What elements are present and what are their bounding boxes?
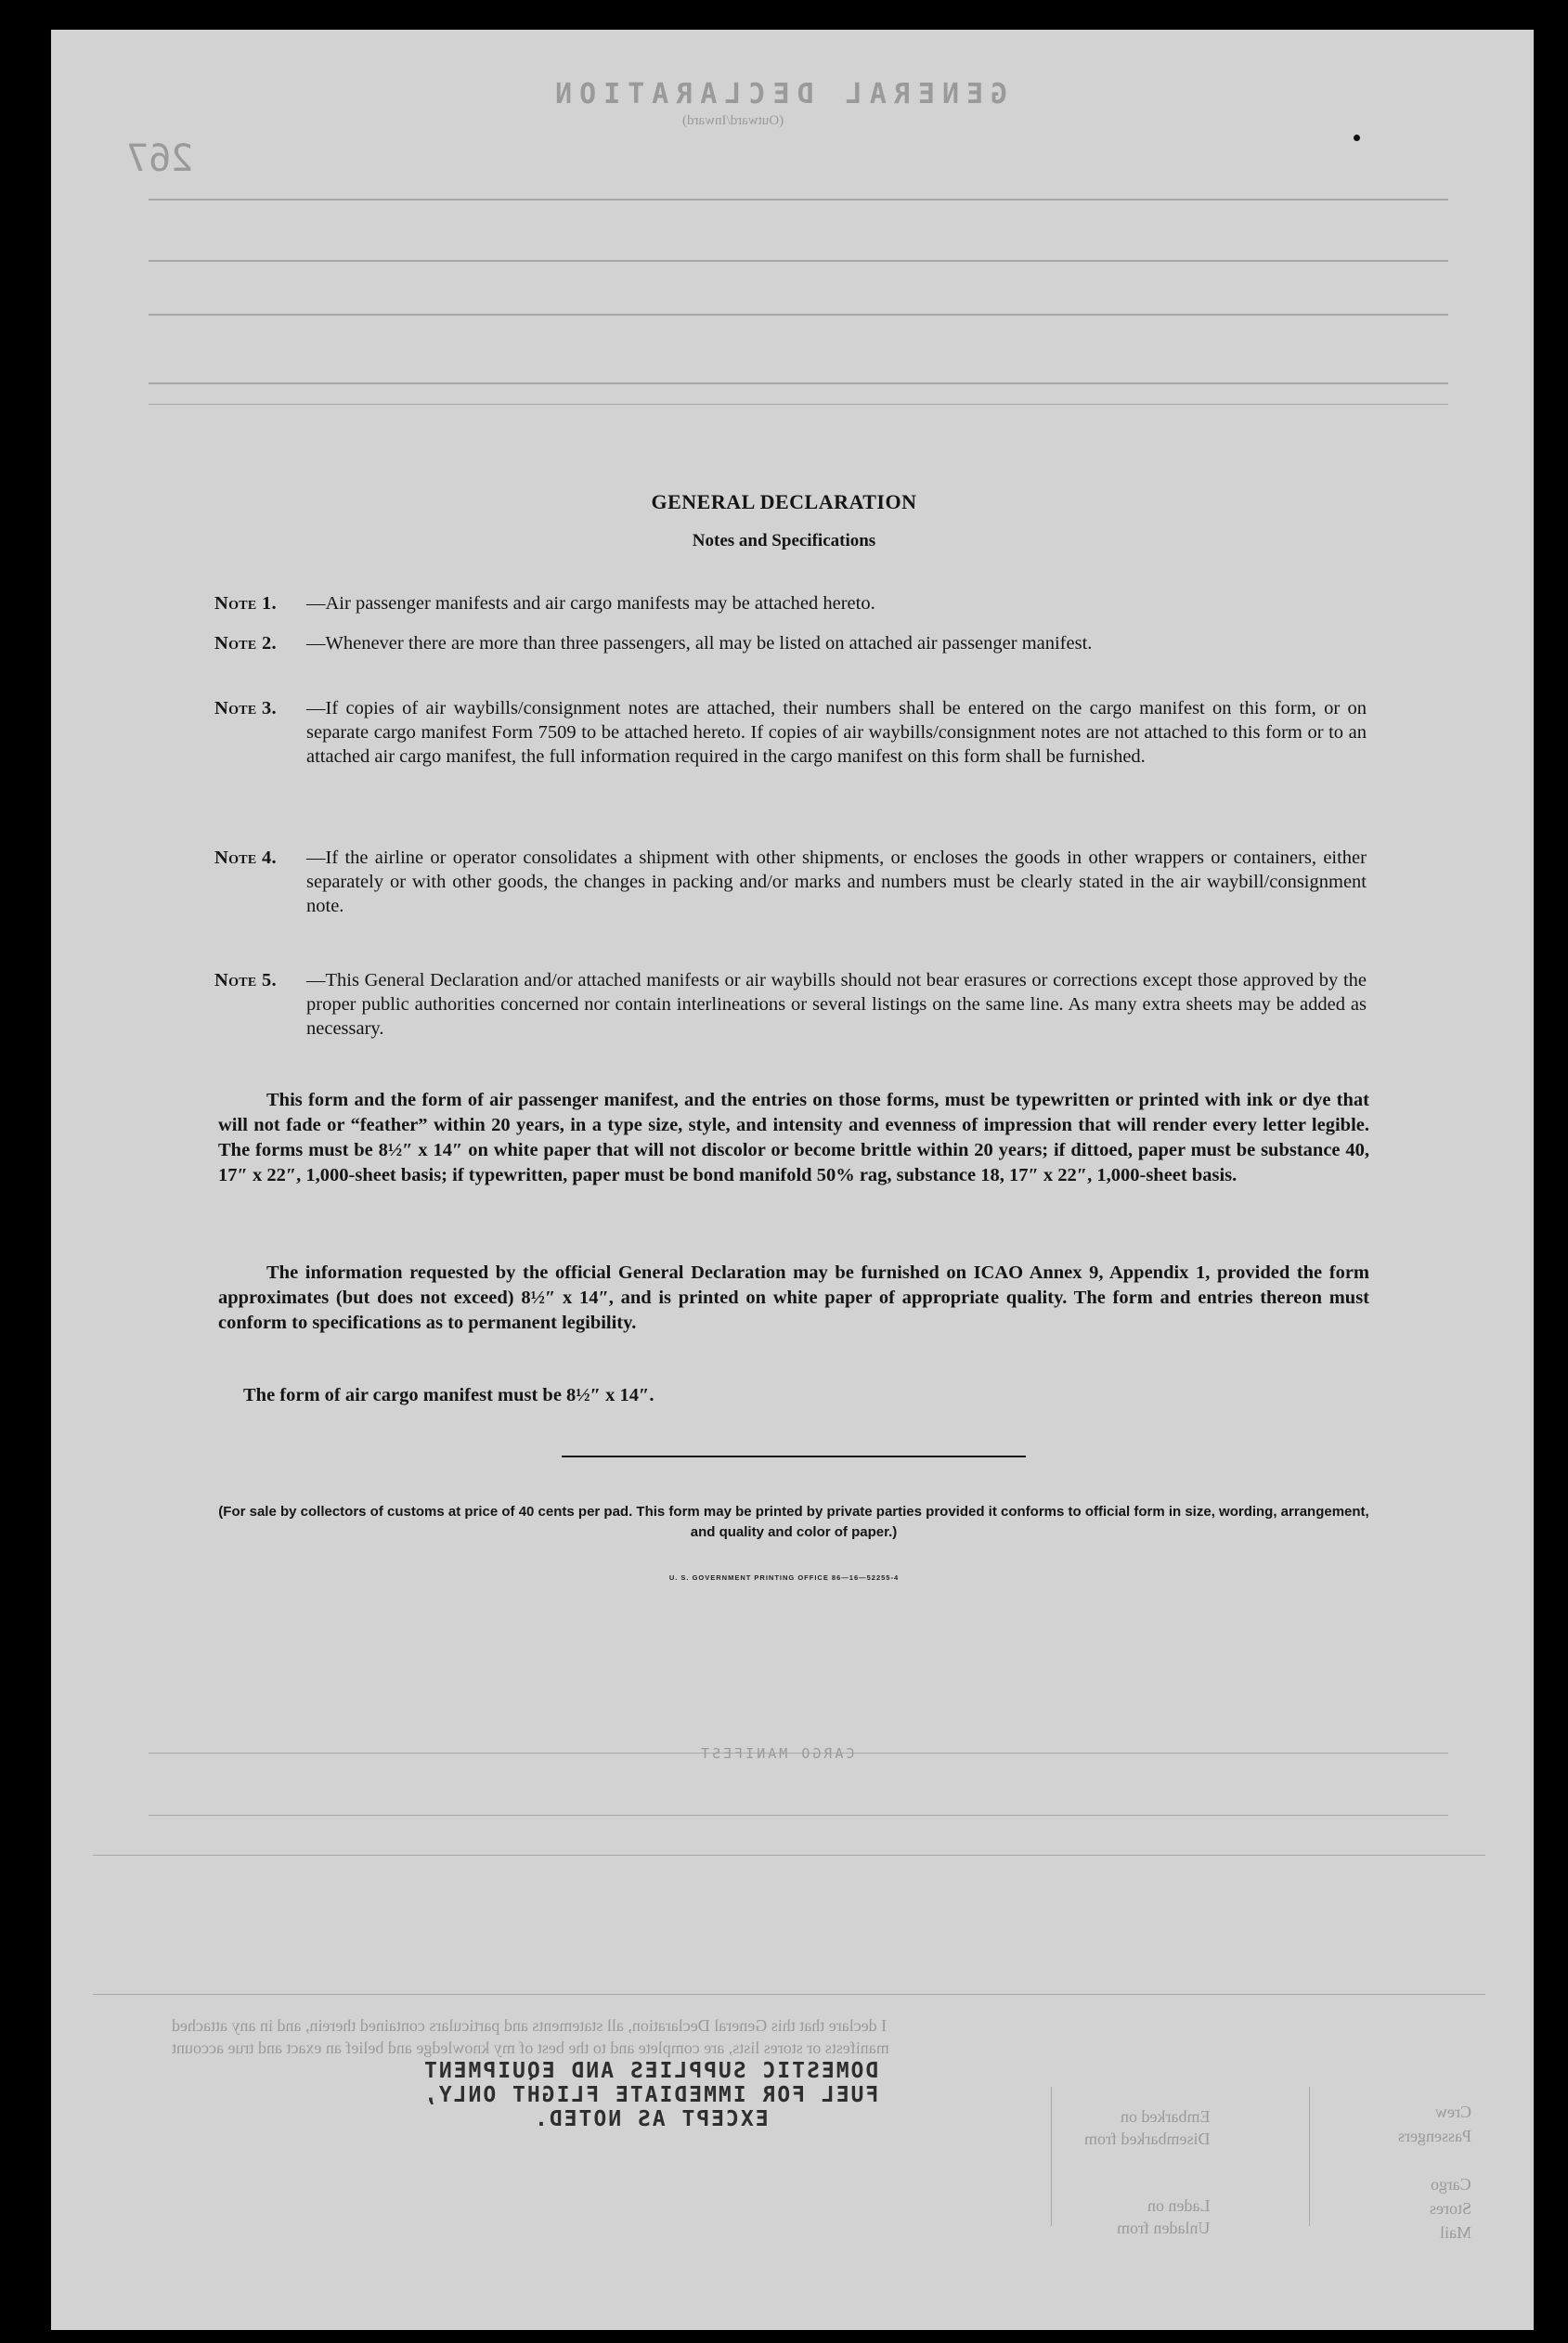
page-subtitle: Notes and Specifications	[692, 531, 876, 550]
reverse-rule	[149, 199, 1448, 201]
reverse-side-label: Crew Passengers Cargo Stores Mail	[1398, 2103, 1471, 2242]
note-text: —If copies of air waybills/consignment notes are attached, their numbers shall be entered on the cargo manifest on this form, or on separate cargo manifest Form 7509 to be attached hereto. If copies of air waybills/consignment notes are not attached to this form or to an attached air cargo manifest, the full information required in the cargo manifest on this form shall be furnished.	[306, 698, 1367, 767]
note-label: Note 5.	[214, 970, 277, 990]
reverse-declare-line: manifests or stores lists, are complete and to the best of my knowledge and belief an exact and true account	[172, 2039, 889, 2057]
note-label: Note 3.	[214, 698, 277, 718]
reverse-header-sub: (Outward/Inward)	[682, 113, 784, 128]
ink-dot	[1354, 135, 1360, 141]
reverse-cargo-manifest: CARGO MANIFEST	[698, 1745, 855, 1762]
form-paragraph: This form and the form of air passenger manifest, and the entries on those forms, must be typewritten or printed with ink or dye that will not fade or “feather” within 20 years, in a type size, style, and intensity and evenness of impression that will render every letter legible. The forms must be 8½″ x 14″ on white paper that will not discolor or become brittle within 20 years; if dittoed, paper must be substance 40, 17″ x 22″, 1,000-sheet basis; if typewritten, paper must be bond manifold 50% rag, substance 18, 17″ x 22″, 1,000-sheet basis.	[218, 1090, 1369, 1185]
divider-rule	[562, 1456, 1026, 1457]
icao-paragraph: The information requested by the official General Declaration may be furnished on ICAO Annex 9, Appendix 1, provided the form approximates (but does not exceed) 8½″ x 14″, and is printed on white paper of appropriate quality. The form and entries thereon must conform to specifications as to permanent legibility.	[218, 1262, 1369, 1333]
note-2	[214, 631, 1367, 655]
note-1	[214, 591, 1367, 615]
reverse-rule	[1309, 2087, 1310, 2226]
reverse-rule	[149, 382, 1448, 384]
reverse-side-right: Embarked on Disembarked from Laden on Unladen from	[1084, 2107, 1211, 2237]
note-3	[214, 696, 1367, 769]
page-title: GENERAL DECLARATION	[651, 490, 917, 513]
note-text: —If the airline or operator consolidates a shipment with other shipments, or encloses the goods in other wrappers or containers, either separately or with other goods, the changes in packing and/or marks and numbers must be clearly stated in the air waybill/consignment note.	[306, 848, 1367, 916]
reverse-rule	[149, 314, 1448, 316]
note-text: —Whenever there are more than three passengers, all may be listed on attached air passenger manifest.	[306, 633, 1093, 654]
note-5	[214, 968, 1367, 1041]
reverse-rule	[149, 404, 1448, 405]
reverse-rule	[149, 1815, 1448, 1816]
note-label: Note 1.	[214, 593, 277, 614]
reverse-declare-line: I declare that this General Declaration, all statements and particulars contained therein, and in any attached	[172, 2016, 888, 2035]
note-label: Note 2.	[214, 633, 277, 654]
reverse-rule	[149, 260, 1448, 262]
reverse-rule	[1051, 2087, 1052, 2226]
reverse-rule	[93, 1994, 1485, 1995]
reverse-rule	[93, 1855, 1485, 1856]
note-label: Note 4.	[214, 848, 277, 868]
gpo-imprint: U. S. GOVERNMENT PRINTING OFFICE 86—16—52255-4	[668, 1573, 900, 1582]
note-4	[214, 846, 1367, 918]
corner-number: 267	[126, 137, 194, 180]
note-text: —Air passenger manifests and air cargo manifests may be attached hereto.	[306, 593, 875, 614]
cargo-paragraph: The form of air cargo manifest must be 8½″ x 14″.	[243, 1385, 654, 1405]
reverse-stamp: DOMESTIC SUPPLIES AND EQUIPMENT FUEL FOR IMMEDIATE FLIGHT ONLY, EXCEPT AS NOTED.	[422, 2059, 879, 2131]
sale-note: (For sale by collectors of customs at price of 40 cents per pad. This form may be printed by private parties provided it conforms to official form in size, wording, arrangement, and quality and color of paper.)	[218, 1504, 1369, 1540]
note-text: —This General Declaration and/or attached manifests or air waybills should not bear erasures or corrections except those approved by the proper public authorities concerned nor contain interlineations or several listings on the same line. As many extra sheets may be added as necessary.	[306, 970, 1367, 1039]
reverse-header-title: GENERAL DECLARATION	[548, 78, 1008, 110]
